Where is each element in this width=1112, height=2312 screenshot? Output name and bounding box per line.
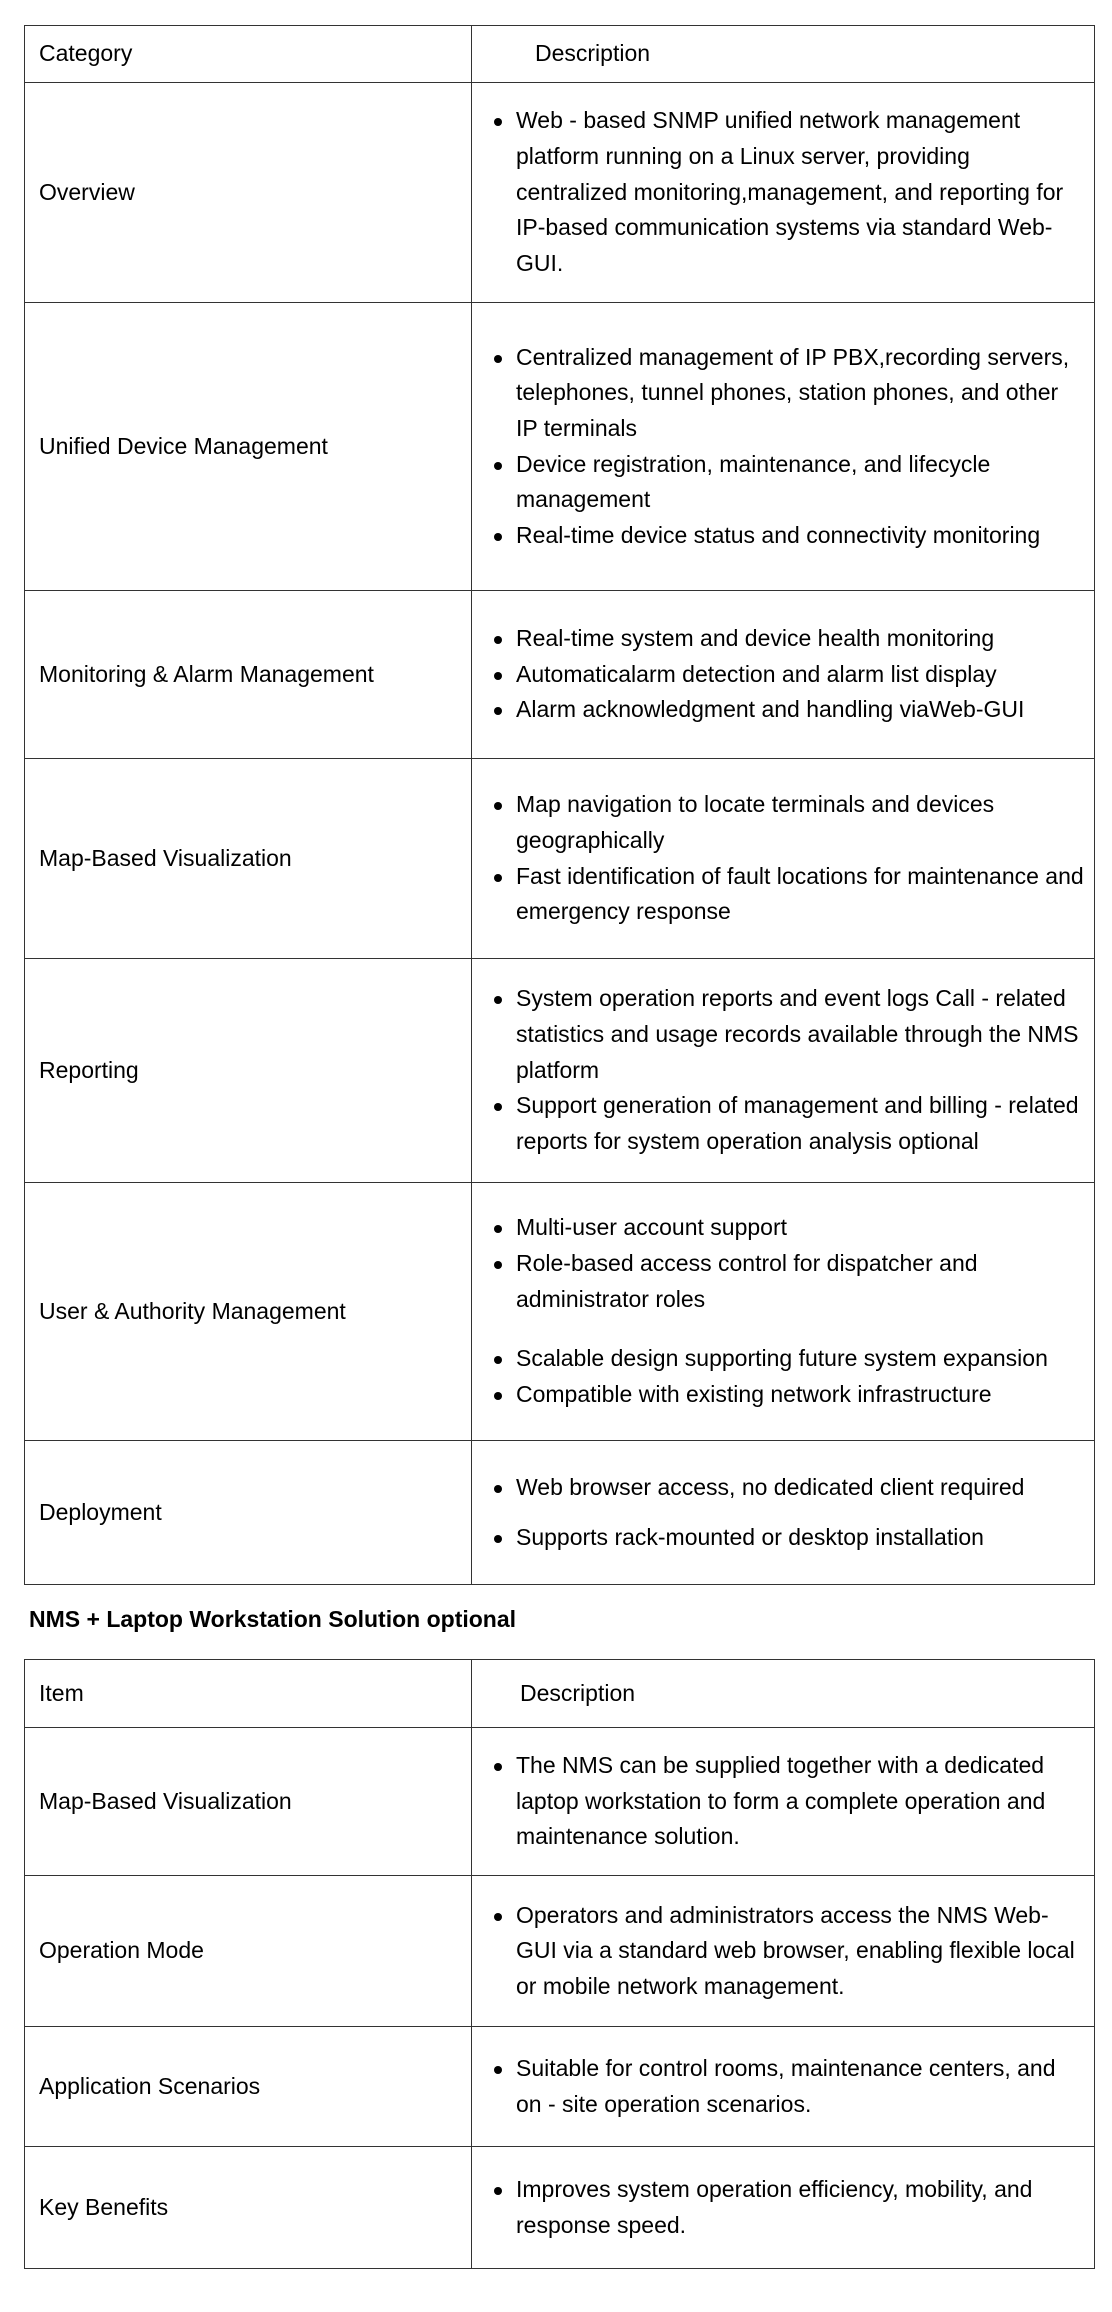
row-item: Operation Mode	[25, 1876, 472, 2027]
table-row	[25, 591, 1095, 759]
list-item: Multi-user account support	[516, 1210, 1084, 1246]
list-item: Scalable design supporting future system expansion	[516, 1341, 1084, 1377]
table-row	[25, 1728, 1095, 1876]
table-header-row	[25, 26, 1095, 83]
row-description	[472, 1441, 1095, 1585]
row-description	[472, 303, 1095, 591]
header-item: Item	[25, 1660, 472, 1728]
list-item: Centralized management of IP PBX,recording servers, telephones, tunnel phones, station phones, and other IP terminals	[516, 340, 1084, 447]
table-row	[25, 759, 1095, 959]
table-row	[25, 303, 1095, 591]
list-item: Support generation of management and billing - related reports for system operation analysis optional	[516, 1088, 1084, 1159]
list-item: Web - based SNMP unified network management platform running on a Linux server, providing centralized monitoring,management, and reporting for IP-based communication systems via standard Web-GUI.	[516, 103, 1084, 281]
list-item: Supports rack-mounted or desktop installation	[516, 1520, 1084, 1556]
list-item: Role-based access control for dispatcher and administrator roles	[516, 1246, 1084, 1317]
table-row	[25, 1441, 1095, 1585]
list-item: Real-time device status and connectivity monitoring	[516, 518, 1084, 554]
row-description	[472, 2147, 1095, 2269]
row-category: User & Authority Management	[25, 1183, 472, 1441]
list-item: Automaticalarm detection and alarm list display	[516, 657, 1084, 693]
section-title: NMS + Laptop Workstation Solution optional	[29, 1606, 517, 1632]
row-description	[472, 759, 1095, 959]
row-item: Application Scenarios	[25, 2027, 472, 2147]
list-item: Fast identification of fault locations for maintenance and emergency response	[516, 859, 1084, 930]
header-description: Description	[472, 1660, 1095, 1728]
list-item: Suitable for control rooms, maintenance centers, and on - site operation scenarios.	[516, 2051, 1084, 2122]
features-table	[24, 25, 1095, 1585]
list-item: Device registration, maintenance, and lifecycle management	[516, 447, 1084, 518]
list-item: Improves system operation efficiency, mobility, and response speed.	[516, 2172, 1084, 2243]
row-category: Deployment	[25, 1441, 472, 1585]
row-item: Map-Based Visualization	[25, 1728, 472, 1876]
list-item: Operators and administrators access the NMS Web-GUI via a standard web browser, enabling flexible local or mobile network management.	[516, 1898, 1084, 2005]
row-description	[472, 959, 1095, 1183]
table-row	[25, 83, 1095, 303]
row-description	[472, 1183, 1095, 1441]
list-item: System operation reports and event logs Call - related statistics and usage records available through the NMS platform	[516, 981, 1084, 1088]
row-description	[472, 83, 1095, 303]
list-item: The NMS can be supplied together with a dedicated laptop workstation to form a complete operation and maintenance solution.	[516, 1748, 1084, 1855]
row-category: Overview	[25, 83, 472, 303]
header-description: Description	[472, 26, 1095, 83]
list-item: Alarm acknowledgment and handling viaWeb-GUI	[516, 692, 1084, 728]
table-header-row	[25, 1660, 1095, 1728]
list-item: Real-time system and device health monitoring	[516, 621, 1084, 657]
row-description	[472, 1728, 1095, 1876]
row-category: Unified Device Management	[25, 303, 472, 591]
table-row	[25, 959, 1095, 1183]
row-category: Monitoring & Alarm Management	[25, 591, 472, 759]
list-item: Web browser access, no dedicated client required	[516, 1470, 1084, 1506]
row-category: Reporting	[25, 959, 472, 1183]
table-row	[25, 2027, 1095, 2147]
table-row	[25, 2147, 1095, 2269]
laptop-solution-table	[24, 1659, 1095, 2269]
list-item: Compatible with existing network infrastructure	[516, 1377, 1084, 1413]
list-item: Map navigation to locate terminals and devices geographically	[516, 787, 1084, 858]
header-category: Category	[25, 26, 472, 83]
row-item: Key Benefits	[25, 2147, 472, 2269]
row-description	[472, 1876, 1095, 2027]
row-description	[472, 591, 1095, 759]
row-category: Map-Based Visualization	[25, 759, 472, 959]
row-description	[472, 2027, 1095, 2147]
table-row	[25, 1183, 1095, 1441]
table-row	[25, 1876, 1095, 2027]
